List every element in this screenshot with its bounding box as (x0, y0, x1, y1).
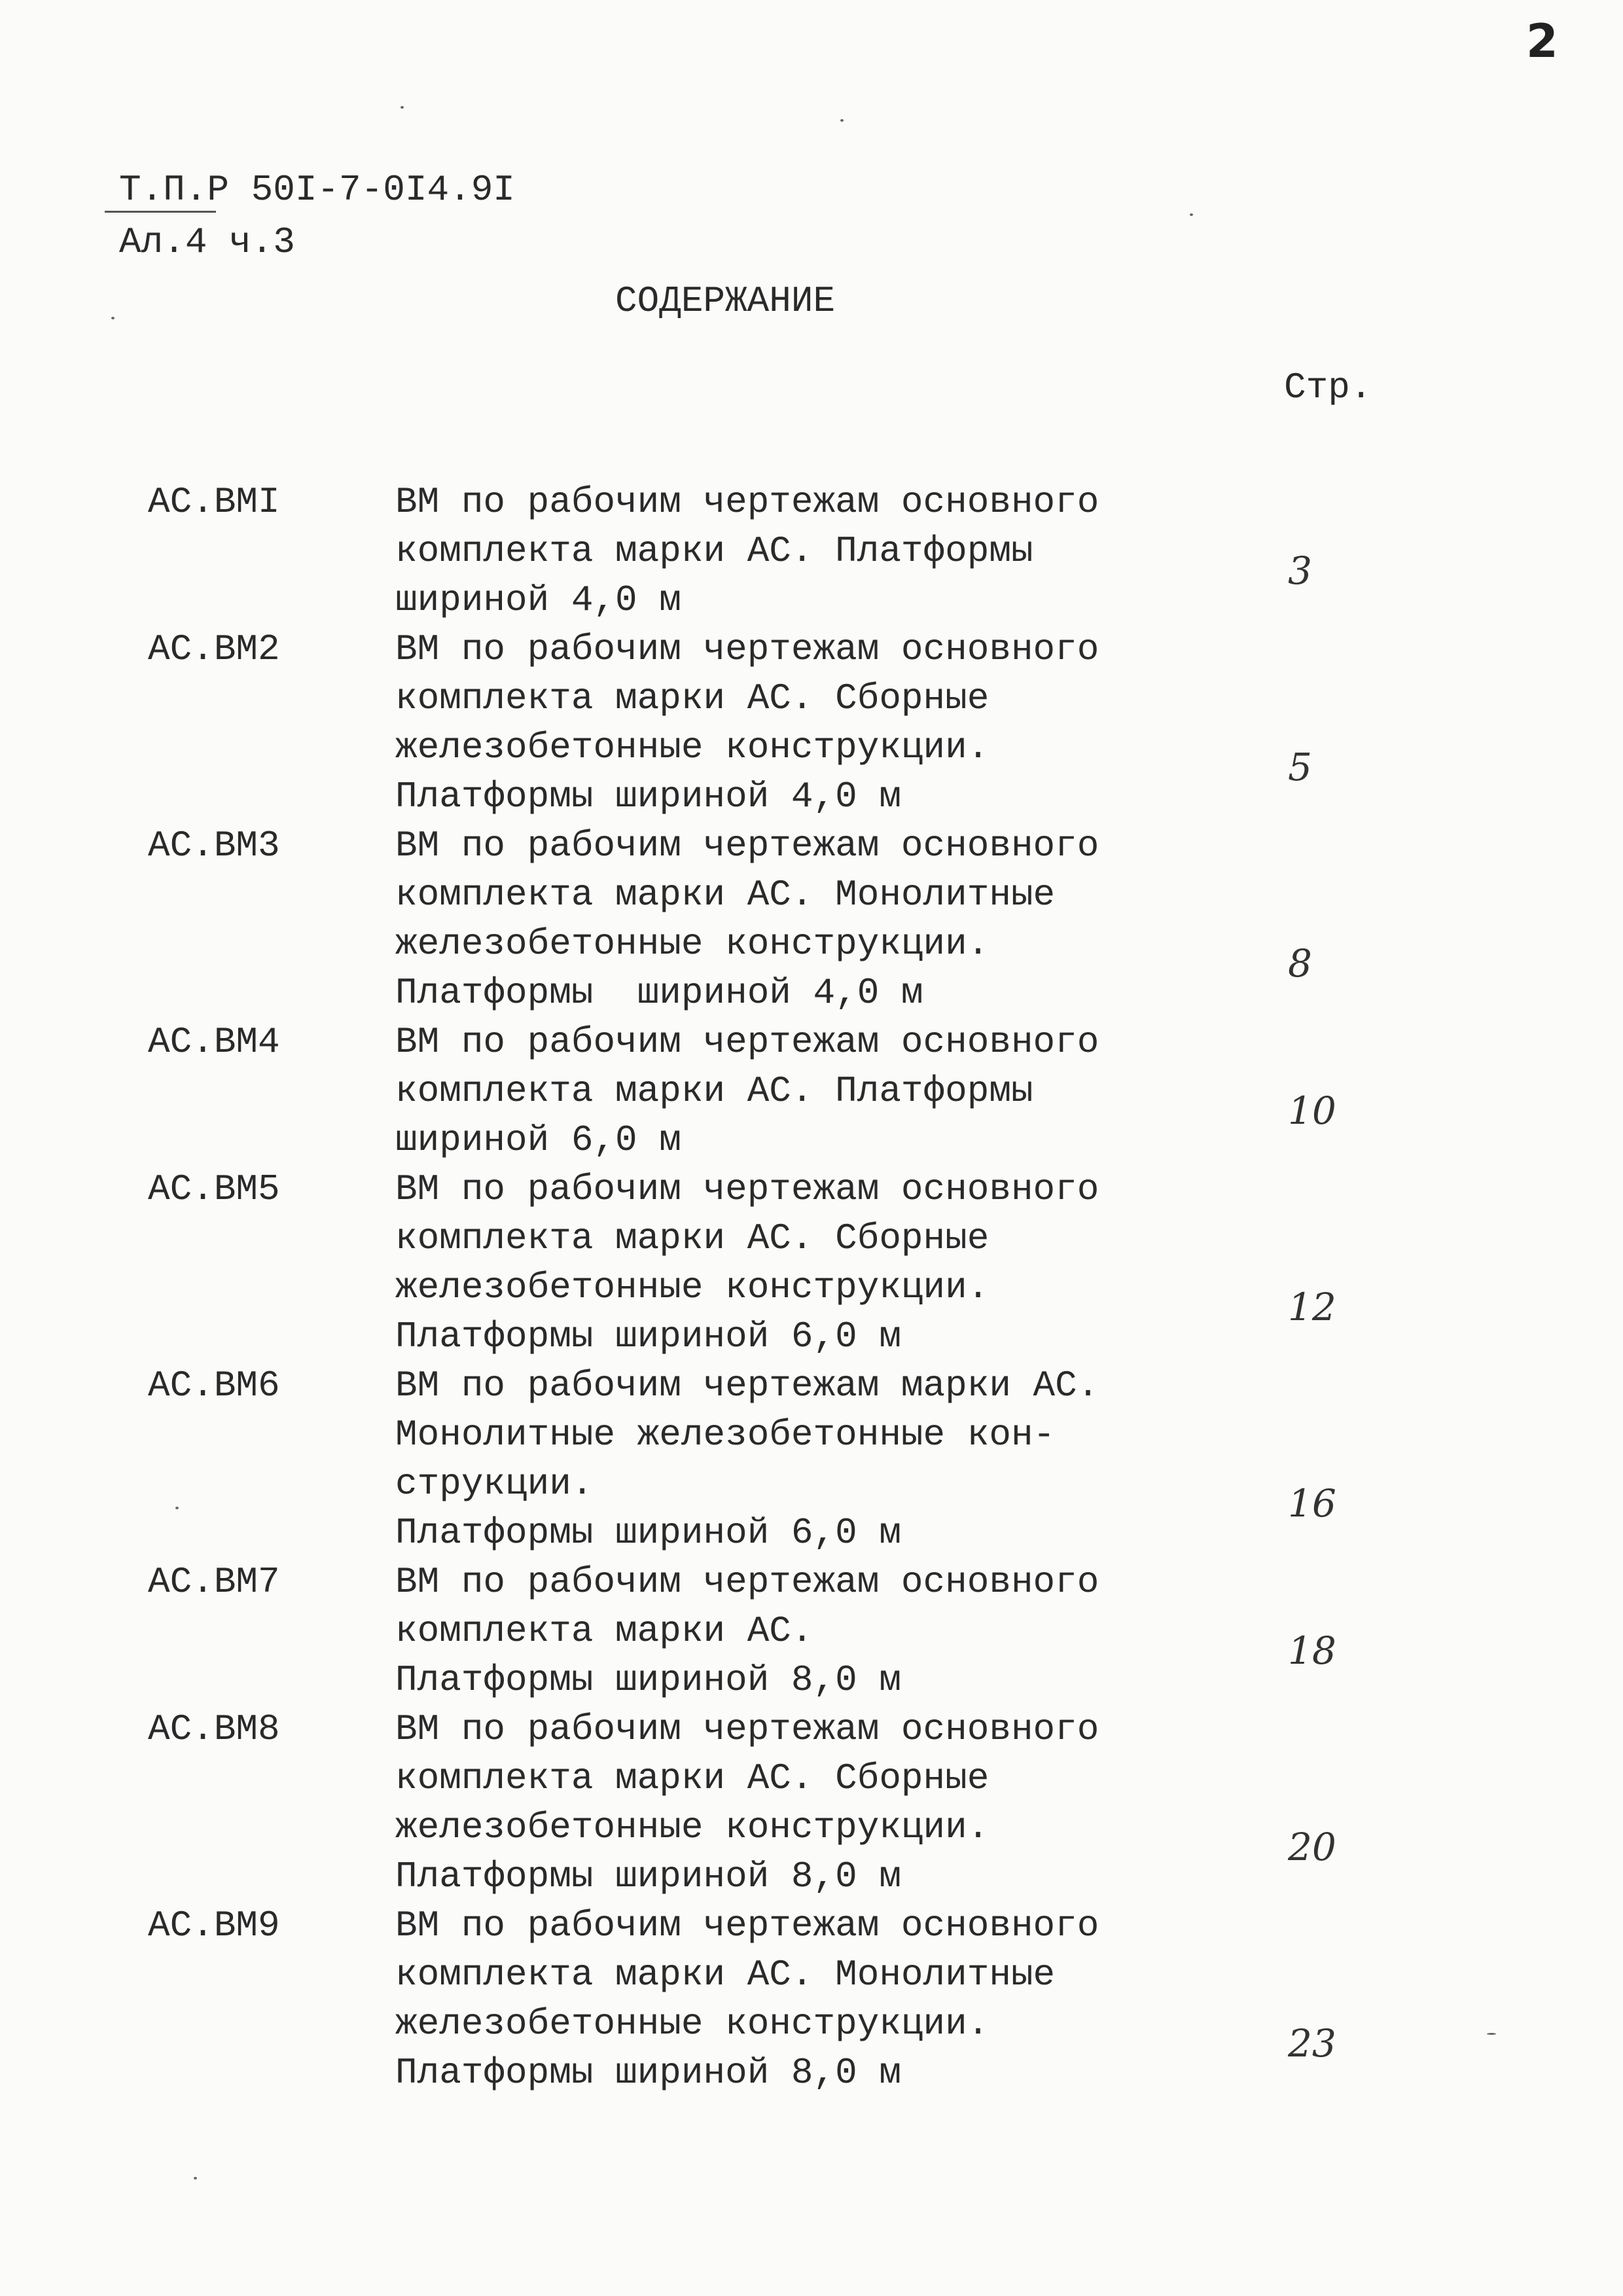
toc-entry-title (395, 625, 1099, 821)
toc-entry-title-line: Платформы шириной 6,0 м (395, 1316, 901, 1357)
scan-speck (1190, 213, 1193, 216)
toc-entry-title-line: ВМ по рабочим чертежам основного (395, 1168, 1099, 1210)
document-part: Ал.4 ч.3 (119, 221, 295, 263)
toc-entry-code: АС.ВМ6 (148, 1365, 280, 1407)
toc-entry-title-line: Платформы шириной 8,0 м (395, 1856, 901, 1897)
doc-code-underline (105, 211, 216, 213)
toc-entry-title-line: железобетонные конструкции. (395, 726, 990, 768)
toc-entry-title-line: Платформы шириной 8,0 м (395, 2052, 901, 2094)
toc-entry-title (395, 1705, 1099, 1901)
toc-entry-title-line: железобетонные конструкции. (395, 1266, 990, 1308)
toc-entry-title-line: комплекта марки АС. (395, 1610, 813, 1652)
toc-entry-title-line: комплекта марки АС. Платформы (395, 1070, 1033, 1112)
toc-entry-title-line: Монолитные железобетонные кон- (395, 1414, 1056, 1456)
toc-entry-title-line: шириной 6,0 м (395, 1119, 681, 1161)
toc-entry-title-line: ВМ по рабочим чертежам основного (395, 481, 1099, 523)
toc-entry-page: 8 (1288, 941, 1312, 986)
scan-speck (401, 106, 404, 109)
toc-entry-title (395, 821, 1099, 1018)
toc-entry-page: 10 (1288, 1088, 1336, 1133)
toc-entry-title-line: Платформы шириной 4,0 м (395, 972, 923, 1014)
toc-entry-title-line: железобетонные конструкции. (395, 1806, 990, 1848)
toc-entry-title-line: ВМ по рабочим чертежам марки АС. (395, 1365, 1099, 1407)
toc-entry-page: 3 (1288, 548, 1312, 593)
toc-entry-title-line: Платформы шириной 6,0 м (395, 1512, 901, 1554)
toc-entry-page: 12 (1288, 1285, 1336, 1329)
toc-entry-code: АС.ВМ7 (148, 1561, 280, 1603)
toc-entry-title-line: ВМ по рабочим чертежам основного (395, 628, 1099, 670)
toc-entry-title-line: ВМ по рабочим чертежам основного (395, 1905, 1099, 1946)
toc-entry-page: 16 (1288, 1481, 1336, 1526)
toc-entry-title-line: ВМ по рабочим чертежам основного (395, 1021, 1099, 1063)
toc-entry-title-line: ВМ по рабочим чертежам основного (395, 1561, 1099, 1603)
toc-entry-title-line: комплекта марки АС. Монолитные (395, 1954, 1056, 1996)
toc-entry-title-line: железобетонные конструкции. (395, 2003, 990, 2045)
page-column-header: Стр. (1284, 367, 1372, 408)
toc-entry-title (395, 1165, 1099, 1361)
toc-entry-code: АС.ВМ5 (148, 1168, 280, 1210)
scan-speck (194, 2177, 197, 2179)
scan-speck (1487, 2033, 1496, 2035)
toc-entry-code: АС.ВМI (148, 481, 280, 523)
toc-entry-title-line: Платформы шириной 8,0 м (395, 1659, 901, 1701)
toc-entry-title-line: ВМ по рабочим чертежам основного (395, 825, 1099, 867)
toc-entry-title (395, 1901, 1099, 2098)
scan-speck (840, 119, 844, 122)
toc-entry-code: АС.ВМ2 (148, 628, 280, 670)
toc-entry-title-line: струкции. (395, 1463, 594, 1505)
toc-entry-title-line: комплекта марки АС. Сборные (395, 677, 990, 719)
toc-entry-code: АС.ВМ4 (148, 1021, 280, 1063)
toc-entry-title (395, 1558, 1099, 1705)
toc-entry-title (395, 1018, 1099, 1165)
toc-entry-title-line: ВМ по рабочим чертежам основного (395, 1708, 1099, 1750)
toc-entry-title (395, 1361, 1099, 1558)
toc-entry-code: АС.ВМ8 (148, 1708, 280, 1750)
toc-entry-title (395, 478, 1099, 625)
toc-entry-code: АС.ВМ9 (148, 1905, 280, 1946)
toc-entry-page: 20 (1288, 1825, 1336, 1869)
toc-heading: СОДЕРЖАНИЕ (615, 280, 836, 322)
toc-entry-page: 18 (1288, 1628, 1336, 1673)
toc-entry-title-line: комплекта марки АС. Сборные (395, 1217, 990, 1259)
toc-entry-title-line: комплекта марки АС. Монолитные (395, 874, 1056, 916)
toc-entry-code: АС.ВМ3 (148, 825, 280, 867)
handwritten-page-number: 2 (1526, 14, 1558, 68)
toc-entry-page: 23 (1288, 2021, 1336, 2066)
document-code: Т.П.Р 50I-7-0I4.9I (119, 169, 515, 211)
toc-entry-title-line: Платформы шириной 4,0 м (395, 776, 901, 817)
toc-entry-title-line: шириной 4,0 м (395, 579, 681, 621)
toc-entry-title-line: комплекта марки АС. Сборные (395, 1757, 990, 1799)
scan-speck (111, 317, 115, 319)
toc-entry-title-line: комплекта марки АС. Платформы (395, 530, 1033, 572)
toc-entry-title-line: железобетонные конструкции. (395, 923, 990, 965)
scan-speck (175, 1507, 179, 1509)
toc-entry-page: 5 (1288, 745, 1312, 789)
